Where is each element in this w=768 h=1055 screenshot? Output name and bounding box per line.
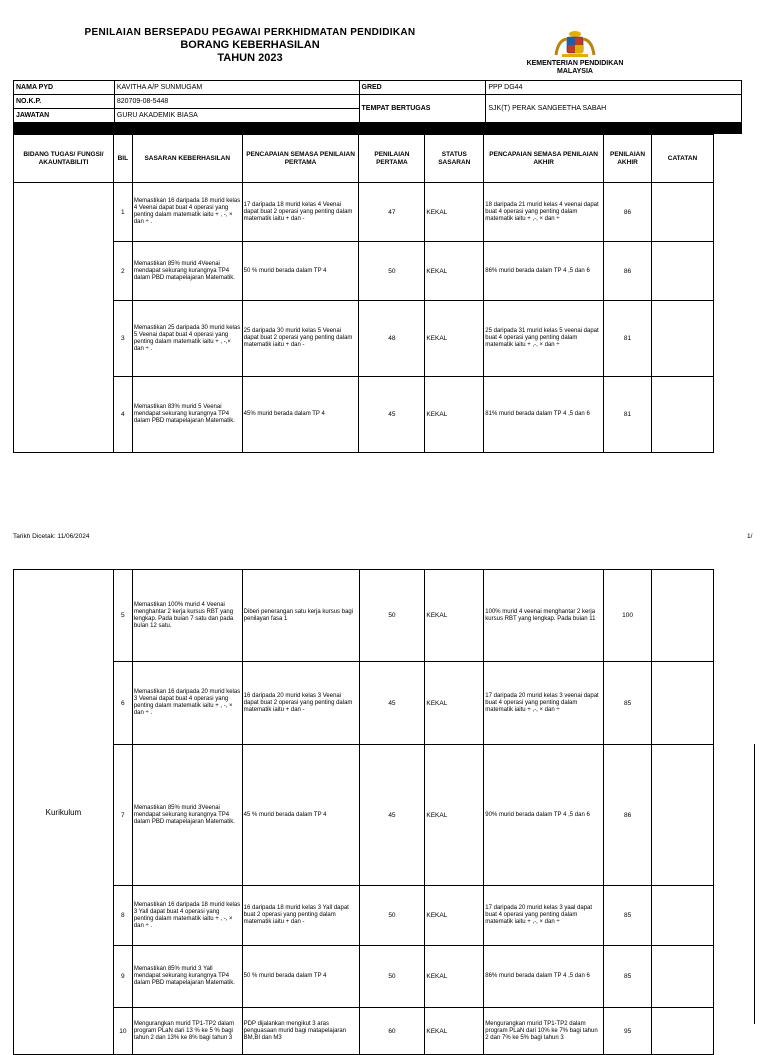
penilaian-akhir-cell: 86: [604, 745, 652, 886]
pencapaian-akhir-cell: 90% murid berada dalam TP 4 ,5 dan 6: [484, 745, 604, 886]
col-status-sasaran: STATUS SASARAN: [425, 135, 484, 183]
bil-cell: 8: [113, 886, 132, 946]
pencapaian-pertama-cell: 50 % murid berada dalam TP 4: [242, 242, 359, 301]
bil-cell: 2: [113, 242, 132, 301]
catatan-cell: [652, 570, 714, 662]
pencapaian-akhir-cell: 17 daripada 20 murid kelas 3 yaal dapat buat 4 operasi yang penting dalam matematik iaitu + ,-, × dan ÷: [484, 886, 604, 946]
pencapaian-akhir-cell: Mengurangkan murid TP1-TP2 dalam program PLaN dari 10% ke 7% bagi tahun 2 dan 7% ke 5% bagi tahun 3: [484, 1008, 604, 1055]
section-divider-bar: [13, 123, 742, 134]
jawatan-label: JAWATAN: [14, 109, 115, 123]
pencapaian-pertama-cell: 16 daripada 18 murid kelas 3 Yall dapat buat 2 operasi yang penting dalam matematik iaitu + dan -: [242, 886, 359, 946]
gred-value: PPP DG44: [486, 81, 742, 95]
pencapaian-pertama-cell: 45% murid berada dalam TP 4: [242, 377, 359, 453]
penilaian-akhir-cell: 85: [604, 886, 652, 946]
catatan-cell: [652, 745, 714, 886]
pencapaian-pertama-cell: 16 daripada 20 murid kelas 3 Veenai dapat buat 2 operasi yang penting dalam matematik iaitu + dan -: [242, 662, 359, 745]
col-pencapaian-pertama: PENCAPAIAN SEMASA PENILAIAN PERTAMA: [242, 135, 359, 183]
title-line-2: BORANG KEBERHASILAN: [180, 39, 320, 51]
penilaian-akhir-cell: 100: [604, 570, 652, 662]
penilaian-pertama-cell: 50: [359, 946, 425, 1008]
pencapaian-akhir-cell: 81% murid berada dalam TP 4 ,5 dan 6: [484, 377, 604, 453]
sasaran-cell: Memastikan 85% murid 4Veenai mendapat sekurang kurangnya TP4 dalam PBD matapelajaran Matematik.: [132, 242, 242, 301]
pencapaian-pertama-cell: 45 % murid berada dalam TP 4: [242, 745, 359, 886]
pencapaian-pertama-cell: 25 daripada 30 murid kelas 5 Veenai dapat buat 2 operasi yang penting dalam matematik iaitu + dan -: [242, 301, 359, 377]
table-row: [14, 183, 714, 242]
bil-cell: 6: [113, 662, 132, 745]
page-number: 1/: [747, 533, 753, 540]
pencapaian-akhir-cell: 86% murid berada dalam TP 4 ,5 dan 6: [484, 242, 604, 301]
tempat-value: SJK(T) PERAK SANGEETHA SABAH: [486, 95, 742, 123]
sasaran-cell: Memastikan 16 daripada 18 murid kelas 4 Veenai dapat buat 4 operasi yang penting dalam matematik iaitu + , -, × dan ÷ .: [132, 183, 242, 242]
status-cell: KEKAL: [425, 377, 484, 453]
bidang-cell: Kurikulum: [14, 570, 114, 1055]
table-row: [14, 242, 714, 301]
bil-cell: 10: [113, 1008, 132, 1055]
penilaian-pertama-cell: 50: [359, 242, 425, 301]
penilaian-pertama-cell: 45: [359, 662, 425, 745]
penilaian-akhir-cell: 86: [604, 183, 652, 242]
penilaian-pertama-cell: 50: [359, 570, 425, 662]
ministry-name: KEMENTERIAN PENDIDIKAN MALAYSIA: [526, 60, 624, 75]
table-row: [14, 301, 714, 377]
status-cell: KEKAL: [425, 886, 484, 946]
status-cell: KEKAL: [425, 1008, 484, 1055]
status-cell: KEKAL: [425, 183, 484, 242]
ministry-block: [515, 28, 635, 76]
status-cell: KEKAL: [425, 662, 484, 745]
nokp-label: NO.K.P.: [14, 95, 115, 109]
bil-cell: 9: [113, 946, 132, 1008]
table-row: [14, 946, 714, 1008]
pencapaian-pertama-cell: Diberi penerangan satu kerja kursus bagi penilayan fasa 1: [242, 570, 359, 662]
penilaian-akhir-cell: 85: [604, 946, 652, 1008]
pencapaian-pertama-cell: PDP dijalankan mengikut 3 aras penguasaan murid bagi matapelajaran BM,BI dan M3: [242, 1008, 359, 1055]
pencapaian-akhir-cell: 17 daripada 20 murid kelas 3 veenai dapat buat 4 operasi yang penting dalam matematik iaitu + ,-, × dan ÷: [484, 662, 604, 745]
penilaian-akhir-cell: 95: [604, 1008, 652, 1055]
pencapaian-pertama-cell: 17 daripada 18 murid kelas 4 Veenai dapat buat 2 operasi yang penting dalam matematik iaitu + dan -: [242, 183, 359, 242]
keberhasilan-table-page2: [13, 569, 714, 1055]
status-cell: KEKAL: [425, 242, 484, 301]
col-penilaian-akhir: PENILAIAN AKHIR: [604, 135, 652, 183]
document-title: [60, 27, 440, 64]
status-cell: KEKAL: [425, 301, 484, 377]
tempat-label: TEMPAT BERTUGAS: [359, 95, 486, 123]
table-row: [14, 377, 714, 453]
bidang-cell: [14, 183, 114, 453]
sasaran-cell: Memastikan 83% murid 5 Veenai mendapat sekurang kurangnya TP4 dalam PBD matapelajaran Matematik.: [132, 377, 242, 453]
status-cell: KEKAL: [425, 946, 484, 1008]
penilaian-akhir-cell: 86: [604, 242, 652, 301]
title-line-3: TAHUN 2023: [217, 52, 283, 64]
malaysia-coat-of-arms-icon: [548, 28, 602, 58]
table-row: [14, 745, 714, 886]
sasaran-cell: Memastikan 16 daripada 18 murid kelas 3 Yall dapat buat 4 operasi yang penting dalam matematik iaitu + , -, × dan ÷ .: [132, 886, 242, 946]
penilaian-akhir-cell: 85: [604, 662, 652, 745]
sasaran-cell: Memastikan 16 daripada 20 murid kelas 3 Veenai dapat buat 4 operasi yang penting dalam matematik iaitu + , -, × dan ÷ .: [132, 662, 242, 745]
catatan-cell: [652, 946, 714, 1008]
gred-label: GRED: [359, 81, 486, 95]
sasaran-cell: Mengurangkan murid TP1-TP2 dalam program PLaN dari 13 % ke 5 % bagi tahun 2 dan 13% ke 8% bagi tahun 3: [132, 1008, 242, 1055]
bil-cell: 4: [113, 377, 132, 453]
pencapaian-pertama-cell: 50 % murid berada dalam TP 4: [242, 946, 359, 1008]
col-penilaian-pertama: PENILAIAN PERTAMA: [359, 135, 425, 183]
table-row: [14, 570, 714, 662]
pencapaian-akhir-cell: 25 daripada 31 murid kelas 5 veenai dapat buat 4 operasi yang penting dalam matematik iaitu + ,-, × dan ÷: [484, 301, 604, 377]
title-line-1: PENILAIAN BERSEPADU PEGAWAI PERKHIDMATAN PENDIDIKAN: [84, 27, 416, 38]
penilaian-pertama-cell: 48: [359, 301, 425, 377]
penilaian-pertama-cell: 45: [359, 377, 425, 453]
status-cell: KEKAL: [425, 570, 484, 662]
penilaian-pertama-cell: 45: [359, 745, 425, 886]
sasaran-cell: Memastikan 85% murid 3 Yall mendapat sekurang kurangnya TP4 dalam PBD matapelajaran Matematik.: [132, 946, 242, 1008]
penilaian-pertama-cell: 47: [359, 183, 425, 242]
nama-label: NAMA PYD: [14, 81, 115, 95]
pencapaian-akhir-cell: 18 daripada 21 murid kelas 4 veenai dapat buat 4 operasi yang penting dalam matematik iaitu + ,-, × dan ÷: [484, 183, 604, 242]
penilaian-akhir-cell: 81: [604, 301, 652, 377]
table-row: [14, 886, 714, 946]
sasaran-cell: Memastikan 25 daripada 30 murid kelas 5 Veenai dapat buat 4 operasi yang penting dalam matematik iaitu + , -,× dan ÷ .: [132, 301, 242, 377]
sasaran-cell: Memastikan 85% murid 3Veenai mendapat sekurang kurangnya TP4 dalam PBD matapelajaran Matematik.: [132, 745, 242, 886]
bil-cell: 1: [113, 183, 132, 242]
sasaran-cell: Memastikan 100% murid 4 Veenai menghantar 2 kerja kursus RBT yang lengkap. Pada buian 7 satu dan pada bulan 12 satu.: [132, 570, 242, 662]
bil-cell: 5: [113, 570, 132, 662]
catatan-cell: [652, 1008, 714, 1055]
nokp-value: 820709-08-5448: [114, 95, 359, 109]
nama-value: KAVITHA A/P SUNMUGAM: [114, 81, 359, 95]
pencapaian-akhir-cell: 86% murid berada dalam TP 4 ,5 dan 6: [484, 946, 604, 1008]
pencapaian-akhir-cell: 100% murid 4 veenai menghantar 2 kerja kursus RBT yang lengkap. Pada buian 11: [484, 570, 604, 662]
table-row: [14, 662, 714, 745]
bil-cell: 3: [113, 301, 132, 377]
col-bil: BIL: [113, 135, 132, 183]
catatan-cell: [652, 183, 714, 242]
catatan-cell: [652, 662, 714, 745]
keberhasilan-table-page1: [13, 134, 714, 453]
print-date: Tarikh Dicetak: 11/06/2024: [13, 533, 90, 540]
catatan-cell: [652, 886, 714, 946]
penilaian-pertama-cell: 50: [359, 886, 425, 946]
col-pencapaian-akhir: PENCAPAIAN SEMASA PENILAIAN AKHIR: [484, 135, 604, 183]
catatan-cell: [652, 377, 714, 453]
penilaian-akhir-cell: 81: [604, 377, 652, 453]
pyd-info-table: [13, 80, 742, 123]
col-bidang: BIDANG TUGAS/ FUNGSI/ AKAUNTABILITI: [14, 135, 114, 183]
catatan-cell: [652, 242, 714, 301]
table-edge-line: [754, 744, 755, 1024]
status-cell: KEKAL: [425, 745, 484, 886]
table-row: [14, 1008, 714, 1055]
penilaian-pertama-cell: 60: [359, 1008, 425, 1055]
bil-cell: 7: [113, 745, 132, 886]
catatan-cell: [652, 301, 714, 377]
jawatan-value: GURU AKADEMIK BIASA: [114, 109, 359, 123]
col-catatan: CATATAN: [652, 135, 714, 183]
col-sasaran: SASARAN KEBERHASILAN: [132, 135, 242, 183]
